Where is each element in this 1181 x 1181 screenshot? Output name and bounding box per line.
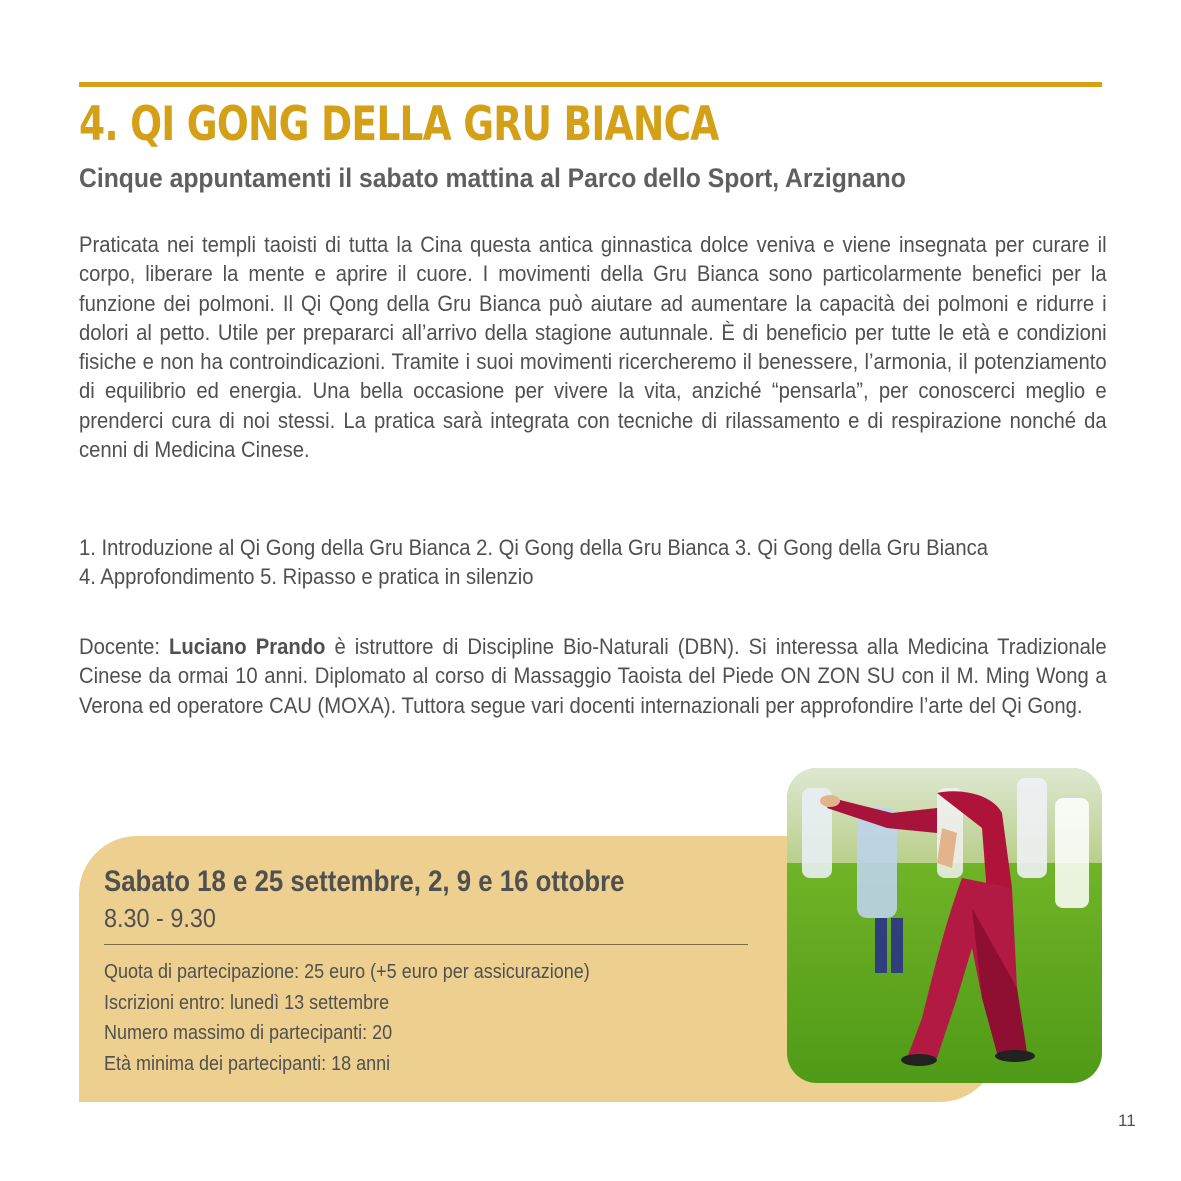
page-subtitle: Cinque appuntamenti il sabato mattina al Parco dello Sport, Arzignano	[79, 163, 906, 193]
page-number: 11	[1118, 1111, 1136, 1130]
top-rule	[79, 82, 1102, 87]
teacher-bio: è istruttore di Discipline Bio-Naturali (DBN). Si interessa alla Medicina Tradizionale Cinese da ormai 10 anni. Diplomato al corso di Massaggio Taoista del Piede ON ZON SU con il M. Ming Wong a Verona ed operatore CAU (MOXA). Tuttora segue vari docenti internazionali per approfondire l’arte del Qi Gong.	[79, 634, 1107, 718]
program-line-2: 4. Approfondimento 5. Ripasso e pratica in silenzio	[79, 564, 534, 590]
teacher-paragraph	[79, 632, 1107, 720]
teacher-prefix: Docente:	[79, 634, 170, 659]
info-divider	[104, 944, 748, 945]
event-details	[104, 957, 590, 1079]
detail-fee: Quota di partecipazione: 25 euro (+5 euro per assicurazione)	[104, 961, 590, 983]
detail-max-participants: Numero massimo di partecipanti: 20	[104, 1022, 393, 1044]
tai-chi-photo	[787, 768, 1102, 1083]
program-paragraph	[79, 533, 1107, 592]
program-line-1: 1. Introduzione al Qi Gong della Gru Bianca 2. Qi Gong della Gru Bianca 3. Qi Gong della Gru Bianca	[79, 535, 989, 560]
intro-paragraph: Praticata nei templi taoisti di tutta la Cina questa antica ginnastica dolce veniva e viene insegnata per curare il corpo, liberare la mente e aprire il cuore. I movimenti della Gru Bianca sono particolarmente benefici per la funzione dei polmoni. Il Qi Qong della Gru Bianca può aiutare ad aumentare la capacità dei polmoni e ridurre i dolori al petto. Utile per prepararci all’arrivo della stagione autunnale. È di beneficio per tutte le età e condizioni fisiche e non ha controindicazioni. Tramite i suoi movimenti ricercheremo il benessere, l’armonia, il potenziamento di equilibrio ed energia. Una bella occasione per vivere la vita, anziché “pensarla”, per conoscerci meglio e prenderci cura di noi stessi. La pratica sarà integrata con tecniche di rilassamento e di respirazione nonché da cenni di Medicina Cinese.	[79, 232, 1107, 463]
detail-registration-deadline: Iscrizioni entro: lunedì 13 settembre	[104, 991, 390, 1014]
page-title: 4. QI GONG DELLA GRU BIANCA	[79, 97, 719, 152]
detail-min-age: Età minima dei partecipanti: 18 anni	[104, 1052, 391, 1075]
event-time: 8.30 - 9.30	[104, 903, 216, 933]
event-dates: Sabato 18 e 25 settembre, 2, 9 e 16 ottobre	[104, 865, 625, 898]
teacher-name: Luciano Prando	[169, 634, 326, 659]
